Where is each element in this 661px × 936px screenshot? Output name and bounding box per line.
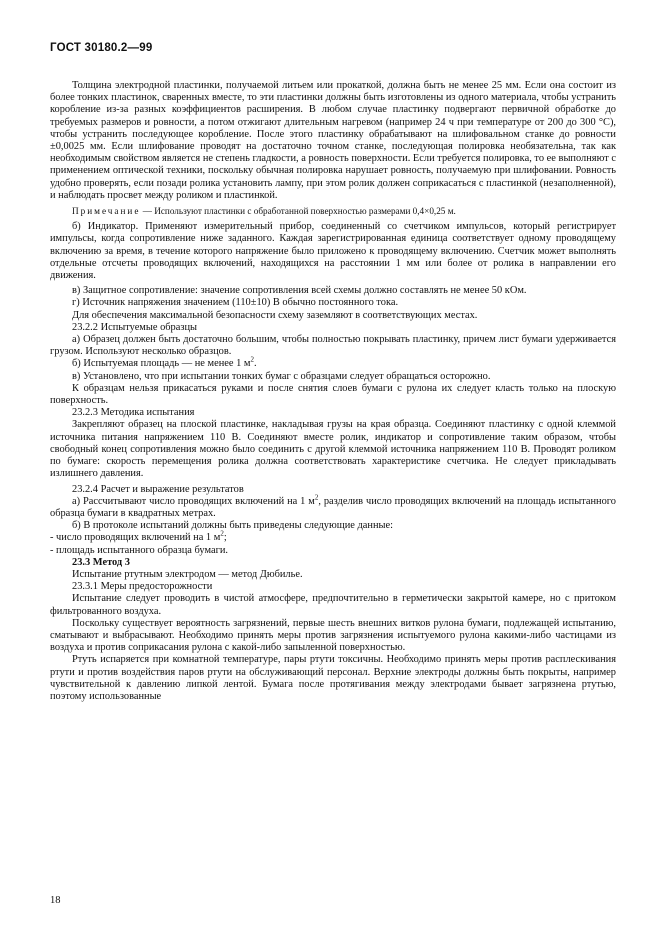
document-page bbox=[50, 42, 616, 703]
page-number: 18 bbox=[50, 895, 61, 906]
paragraph-2324-b: б) В протоколе испытаний должны быть приведены следующие данные: bbox=[72, 520, 393, 532]
paragraph-2331-1: Испытание следует проводить в чистой атмосфере, предпочтительно в герметически закрытой камере, но с притоком фильтрованного воздуха. bbox=[50, 593, 616, 617]
paragraph-2331-3: Ртуть испаряется при комнатной температуре, пары ртути токсичны. Необходимо принять меры против расплескивания ртути и против воздействия паров ртути на обслуживающий персонал. Верхние электроды должны быть покрыты, например чувствительной к давлению липкой лентой. Бумага после протягивания между электродами бывает загрязнена ртутью, поэтому использованные bbox=[50, 654, 616, 702]
text-span: , разделив число проводящих включений на площадь испытанного образца бумаги в квадратных метрах. bbox=[50, 495, 616, 519]
document-body bbox=[50, 80, 616, 703]
paragraph-plate-thickness: Толщина электродной пластинки, получаемой литьем или прокаткой, должна быть не менее 25 мм. Если она состоит из более тонких пластинок, сваренных вместе, то эти пластинки должны быть изготовлены из одного материала, чтобы устранить коробление из-за разных коэффициентов расширения. В любом случае пластинку подвергают первичной обработке до требуемых размеров и ровности, а потом отжигают длительным нагревом (например 24 ч при температуре от 200 до 300 °С), чтобы устранить последующее коробление. После этого пластинку обрабатывают на шлифовальном станке до ровности ±0,0025 мм. Если шлифование проводят на достаточно точном станке, последующая полировка необязательна, так как необходимым свойством является не степень гладкости, а ровность поверхности. Если требуется полировка, то ее выполняют с применением оптической техники, поскольку обычная полировка нарушает ровность, получаемую при шлифовании. Ровность удобно проверять, если позади ролика установить лампу, при этом ролик должен соприкасаться с пластинкой (незаполненной), и наблюдать просвет между роликом и пластинкой. bbox=[50, 80, 616, 201]
document-header: ГОСТ 30180.2—99 bbox=[50, 42, 153, 54]
list-item-area: - площадь испытанного образца бумаги. bbox=[50, 544, 228, 556]
superscript: 2 bbox=[314, 493, 319, 502]
paragraph-indicator: б) Индикатор. Применяют измерительный прибор, соединенный со счетчиком импульсов, который регистрирует импульсы, когда сопротивление ниже заданного. Каждая зарегистрированная единица соответствует одному проводящему включению за время, в течение которого напряжение было приложено к проводящему включению. Счетчик может выполнять отдельные отсчеты проводящих включений, находящихся на расстоянии 1 мм или более от ролика в направлении его движения. bbox=[50, 221, 616, 282]
paragraph-2322-note: К образцам нельзя прикасаться руками и после снятия слоев бумаги с рулона их следует класть только на плоскую поверхность. bbox=[50, 382, 616, 407]
paragraph-2323: Закрепляют образец на плоской пластинке, накладывая грузы на края образца. Соединяют пластинку с одной клеммой источника питания напряжением 110 В. Соединяют вместе ролик, индикатор и сопротивление таким образом, чтобы свободный конец сопротивления можно было соединить с другой клеммой источника напряжением 110 В. Проводят роликом по бумаге: скорость перемещения ролика должна соответствовать характеристике счетчика. Не следует прикладывать излишнего давления. bbox=[50, 419, 616, 480]
paragraph-233: Испытание ртутным электродом — метод Дюбилье. bbox=[72, 568, 303, 580]
paragraph-2322-b bbox=[50, 358, 616, 370]
text-span: б) Испытуемая площадь — не менее 1 м bbox=[72, 358, 251, 370]
paragraph-voltage-source: г) Источник напряжения значением (110±10) В обычно постоянного тока. bbox=[72, 297, 399, 309]
note-text: — Используют пластинки с обработанной поверхностью размерами 0,4×0,25 м. bbox=[140, 206, 456, 217]
section-heading-2323: 23.2.3 Методика испытания bbox=[72, 407, 195, 419]
paragraph-2331-2: Поскольку существует вероятность загрязнений, первые шесть внешних витков рулона бумаги, подлежащей испытанию, сматывают и выбрасывают. Необходимо принять меры против загрязнения испытуемого рулона какими-либо частицами из воздуха и против соприкасания рулона с какой-либо запыленной поверхностью. bbox=[50, 617, 616, 654]
text-span: ; bbox=[223, 532, 227, 544]
paragraph-2322-a: а) Образец должен быть достаточно большим, чтобы полностью покрывать пластинку, причем лист бумаги удерживается грузом. Используют несколько образцов. bbox=[50, 334, 616, 358]
superscript: 2 bbox=[220, 529, 224, 538]
note-label: Примечание bbox=[72, 206, 141, 217]
list-item-inclusions bbox=[50, 529, 616, 544]
text-span: . bbox=[253, 358, 257, 370]
paragraph-protective-resistance: в) Защитное сопротивление: значение сопротивления всей схемы должно составлять не менее 50 кОм. bbox=[72, 285, 527, 297]
section-heading-233: 23.3 Метод 3 bbox=[72, 556, 130, 568]
paragraph-2324-a bbox=[50, 493, 616, 520]
note bbox=[50, 205, 616, 217]
section-heading-2331: 23.3.1 Меры предосторожности bbox=[72, 581, 213, 593]
text-span: а) Рассчитывают число проводящих включений на 1 м bbox=[72, 495, 315, 507]
paragraph-safety: Для обеспечения максимальной безопасности схему заземляют в соответствующих местах. bbox=[72, 309, 478, 321]
section-heading-2322: 23.2.2 Испытуемые образцы bbox=[72, 321, 198, 333]
paragraph-2322-v: в) Установлено, что при испытании тонких бумаг с образцами следует обращаться осторожно. bbox=[72, 370, 491, 382]
text-span: - число проводящих включений на 1 м bbox=[50, 532, 221, 544]
superscript: 2 bbox=[250, 356, 254, 364]
section-heading-2324: 23.2.4 Расчет и выражение результатов bbox=[72, 483, 244, 495]
